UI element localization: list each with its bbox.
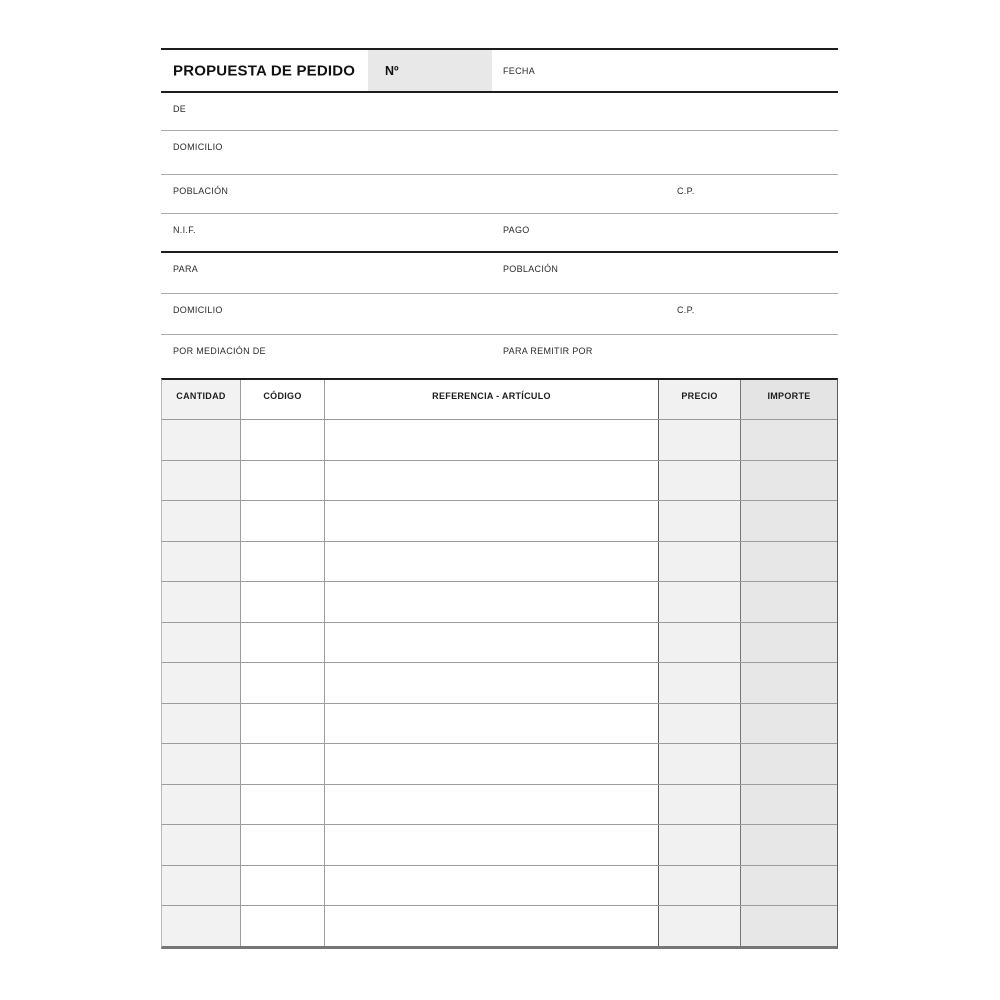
cell-codigo: [241, 866, 325, 906]
cell-codigo: [241, 420, 325, 460]
cell-importe: [741, 866, 837, 906]
table-row: [162, 501, 837, 542]
field-row-poblacion-1: [161, 175, 838, 214]
field-row-domicilio-1: [161, 131, 838, 175]
cell-cantidad: [162, 744, 241, 784]
cell-codigo: [241, 906, 325, 946]
cell-importe: [741, 461, 837, 501]
cell-precio: [659, 623, 741, 663]
cell-cantidad: [162, 663, 241, 703]
header-importe: IMPORTE: [741, 380, 837, 419]
cell-codigo: [241, 663, 325, 703]
table-row: [162, 663, 837, 704]
cell-precio: [659, 501, 741, 541]
cell-referencia-articulo: [325, 501, 659, 541]
cp-1-label: C.P.: [677, 186, 695, 196]
cell-codigo: [241, 501, 325, 541]
order-number-box: [368, 50, 492, 91]
cell-codigo: [241, 542, 325, 582]
cell-referencia-articulo: [325, 542, 659, 582]
cell-importe: [741, 744, 837, 784]
table-row: [162, 866, 837, 907]
cell-referencia-articulo: [325, 623, 659, 663]
cell-precio: [659, 420, 741, 460]
cell-cantidad: [162, 866, 241, 906]
cell-importe: [741, 623, 837, 663]
poblacion-2-label: POBLACIÓN: [503, 264, 559, 274]
cell-codigo: [241, 461, 325, 501]
table-row: [162, 582, 837, 623]
cell-importe: [741, 785, 837, 825]
cell-precio: [659, 704, 741, 744]
table-row: [162, 744, 837, 785]
domicilio-1-label: DOMICILIO: [173, 142, 223, 152]
field-row-mediacion: [161, 335, 838, 378]
header-referencia-articulo: REFERENCIA - ARTÍCULO: [325, 380, 659, 419]
cell-codigo: [241, 825, 325, 865]
cell-codigo: [241, 582, 325, 622]
cell-cantidad: [162, 461, 241, 501]
cell-importe: [741, 825, 837, 865]
cell-cantidad: [162, 906, 241, 946]
header-precio: PRECIO: [659, 380, 741, 419]
table-row: [162, 825, 837, 866]
cell-precio: [659, 785, 741, 825]
mediacion-label: POR MEDIACIÓN DE: [173, 346, 266, 356]
cell-cantidad: [162, 501, 241, 541]
cell-referencia-articulo: [325, 704, 659, 744]
cell-referencia-articulo: [325, 582, 659, 622]
cell-precio: [659, 744, 741, 784]
cell-precio: [659, 582, 741, 622]
field-row-de: [161, 93, 838, 131]
cell-referencia-articulo: [325, 825, 659, 865]
field-row-domicilio-2: [161, 294, 838, 335]
cell-cantidad: [162, 825, 241, 865]
cell-cantidad: [162, 420, 241, 460]
cell-precio: [659, 663, 741, 703]
pago-label: PAGO: [503, 225, 530, 235]
cell-referencia-articulo: [325, 906, 659, 946]
table-row: [162, 542, 837, 583]
table-row: [162, 906, 837, 946]
cell-referencia-articulo: [325, 785, 659, 825]
cell-referencia-articulo: [325, 663, 659, 703]
cell-codigo: [241, 785, 325, 825]
cell-cantidad: [162, 623, 241, 663]
cell-precio: [659, 906, 741, 946]
table-row: [162, 623, 837, 664]
table-row: [162, 420, 837, 461]
cell-cantidad: [162, 582, 241, 622]
order-number-label: Nº: [385, 63, 399, 78]
cell-importe: [741, 582, 837, 622]
header-cantidad: CANTIDAD: [162, 380, 241, 419]
cell-importe: [741, 704, 837, 744]
field-row-para: [161, 253, 838, 294]
header-codigo: CÓDIGO: [241, 380, 325, 419]
cell-importe: [741, 906, 837, 946]
table-row: [162, 461, 837, 502]
table-row: [162, 704, 837, 745]
cell-codigo: [241, 744, 325, 784]
cell-precio: [659, 461, 741, 501]
form-title: PROPUESTA DE PEDIDO: [173, 62, 356, 79]
cell-importe: [741, 501, 837, 541]
cell-referencia-articulo: [325, 461, 659, 501]
cell-codigo: [241, 704, 325, 744]
cell-cantidad: [162, 704, 241, 744]
poblacion-1-label: POBLACIÓN: [173, 186, 229, 196]
cell-referencia-articulo: [325, 866, 659, 906]
cell-referencia-articulo: [325, 420, 659, 460]
table-header-row: [162, 380, 837, 420]
domicilio-2-label: DOMICILIO: [173, 305, 223, 315]
form-header: [161, 48, 838, 93]
cell-referencia-articulo: [325, 744, 659, 784]
remitir-label: PARA REMITIR POR: [503, 346, 593, 356]
date-label: FECHA: [503, 65, 536, 76]
cell-codigo: [241, 623, 325, 663]
cell-precio: [659, 866, 741, 906]
nif-label: N.I.F.: [173, 225, 196, 235]
items-table: [161, 378, 838, 949]
cell-importe: [741, 420, 837, 460]
cell-importe: [741, 542, 837, 582]
cell-precio: [659, 825, 741, 865]
order-form: [161, 48, 838, 949]
de-label: DE: [173, 104, 187, 114]
table-row: [162, 785, 837, 826]
table-body: [162, 420, 837, 946]
para-label: PARA: [173, 264, 199, 274]
cp-2-label: C.P.: [677, 305, 695, 315]
cell-precio: [659, 542, 741, 582]
cell-importe: [741, 663, 837, 703]
field-row-nif: [161, 214, 838, 253]
cell-cantidad: [162, 542, 241, 582]
cell-cantidad: [162, 785, 241, 825]
